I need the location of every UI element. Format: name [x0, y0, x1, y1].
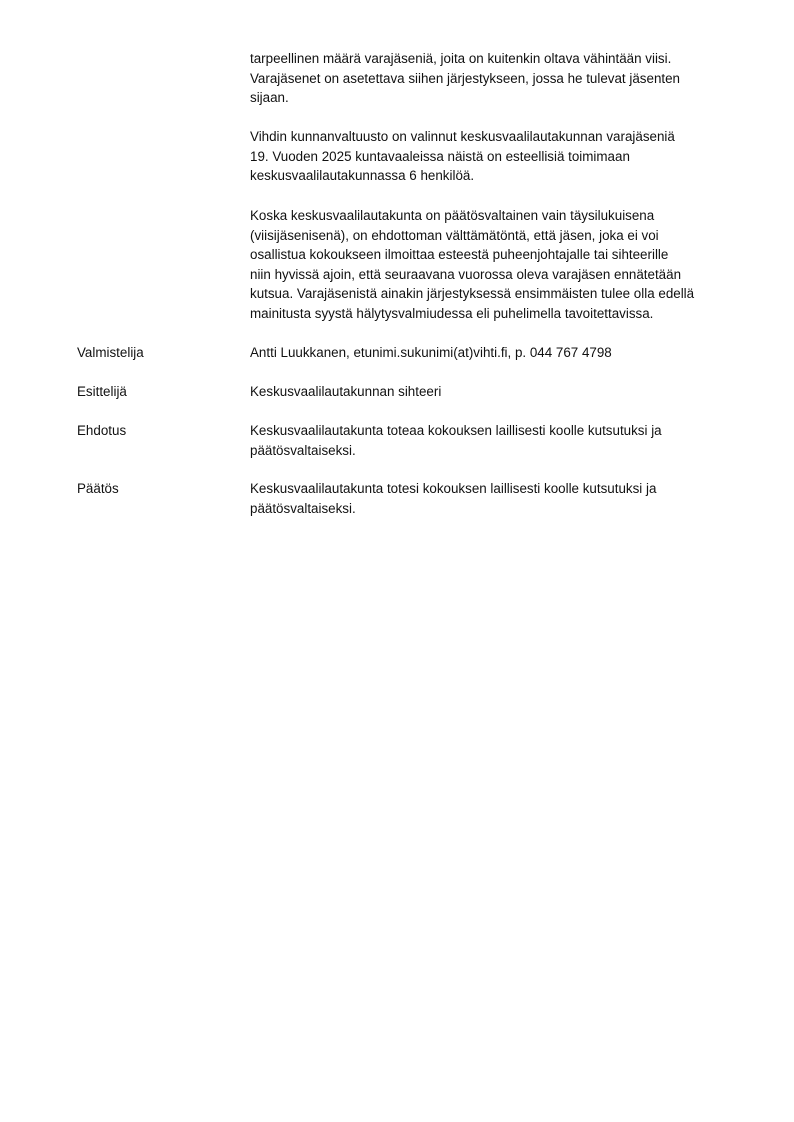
- text-line: 19. Vuoden 2025 kuntavaaleissa näistä on esteellisiä toimimaan: [250, 148, 630, 164]
- field-value-proposal: [250, 421, 740, 460]
- text-line: tarpeellinen määrä varajäseniä, joita on kuitenkin oltava vähintään viisi.: [250, 51, 672, 66]
- paragraph-substitute-members: [250, 49, 740, 108]
- field-value-preparer: [250, 343, 740, 363]
- text-line: Varajäsenet on asetettava siihen järjestykseen, jossa he tulevat jäsenten: [250, 70, 681, 86]
- paragraph-text: [250, 49, 740, 108]
- field-label-presenter: Esittelijä: [77, 384, 127, 399]
- text-line: Antti Luukkanen, etunimi.sukunimi(at)vihti.fi, p. 044 767 4798: [250, 345, 612, 360]
- field-value-presenter: [250, 382, 740, 402]
- field-label-decision: Päätös: [77, 481, 119, 496]
- text-line: Keskusvaalilautakunnan sihteeri: [250, 384, 442, 399]
- paragraph-quorum-notice: [250, 206, 740, 323]
- text-line: Keskusvaalilautakunta toteaa kokouksen laillisesti koolle kutsutuksi ja: [250, 423, 662, 438]
- text-line: (viisijäsenisenä), on ehdottoman välttämätöntä, että jäsen, joka ei voi: [250, 227, 659, 243]
- text-line: sijaan.: [250, 90, 289, 105]
- text-line: Keskusvaalilautakunta totesi kokouksen laillisesti koolle kutsutuksi ja: [250, 481, 657, 496]
- field-label-preparer: Valmistelija: [77, 345, 144, 360]
- text-line: kutsua. Varajäsenistä ainakin järjestyksessä ensimmäisten tulee olla edellä: [250, 286, 695, 301]
- text-line: Koska keskusvaalilautakunta on päätösvaltainen vain täysilukuisena: [250, 208, 655, 223]
- field-value-decision: [250, 479, 740, 518]
- text-line: osallistua kokoukseen ilmoittaa esteestä puheenjohtajalle tai sihteerille: [250, 247, 669, 262]
- paragraph-council-selection: [250, 127, 740, 186]
- text-line: niin hyvissä ajoin, että seuraavana vuorossa oleva varajäsen ennätetään: [250, 266, 682, 282]
- field-label-proposal: Ehdotus: [77, 423, 127, 438]
- text-line: päätösvaltaiseksi.: [250, 442, 356, 458]
- text-line: Vihdin kunnanvaltuusto on valinnut keskusvaalilautakunnan varajäseniä: [250, 129, 675, 144]
- paragraph-text: [250, 127, 740, 186]
- text-line: mainitusta syystä hälytysvalmiudessa eli puhelimella tavoitettavissa.: [250, 305, 654, 321]
- text-line: keskusvaalilautakunnassa 6 henkilöä.: [250, 168, 475, 183]
- paragraph-text: [250, 206, 740, 323]
- text-line: päätösvaltaiseksi.: [250, 500, 356, 516]
